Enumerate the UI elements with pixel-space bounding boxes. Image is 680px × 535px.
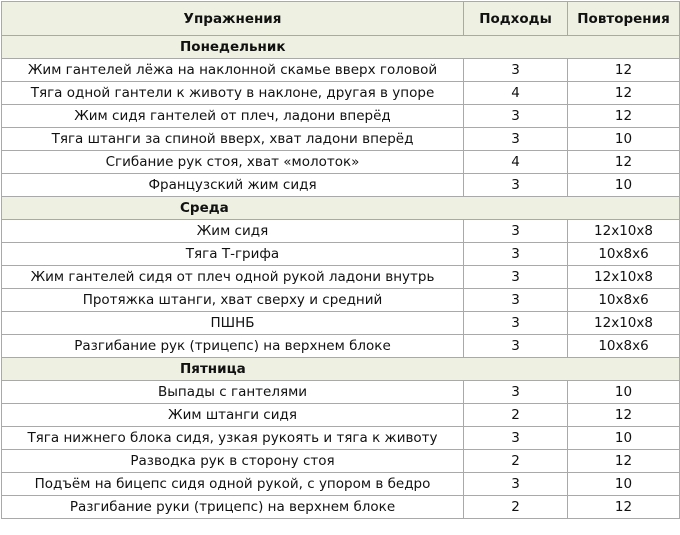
- header-exercises: Упражнения: [2, 2, 464, 36]
- reps-cell: 12: [568, 105, 680, 128]
- sets-cell: 3: [464, 128, 568, 151]
- sets-cell: 3: [464, 220, 568, 243]
- day-row: [2, 36, 680, 59]
- table-row: [2, 82, 680, 105]
- workout-table: [1, 1, 680, 519]
- day-label: Среда: [2, 197, 680, 220]
- table-row: [2, 59, 680, 82]
- table-row: [2, 128, 680, 151]
- table-row: [2, 450, 680, 473]
- sets-cell: 4: [464, 82, 568, 105]
- exercise-cell: Разводка рук в сторону стоя: [2, 450, 464, 473]
- sets-cell: 3: [464, 243, 568, 266]
- reps-cell: 12: [568, 404, 680, 427]
- table-row: [2, 105, 680, 128]
- table-row: [2, 335, 680, 358]
- exercise-cell: Разгибание рук (трицепс) на верхнем блоке: [2, 335, 464, 358]
- table-row: [2, 266, 680, 289]
- reps-cell: 12: [568, 496, 680, 519]
- sets-cell: 3: [464, 174, 568, 197]
- exercise-cell: Протяжка штанги, хват сверху и средний: [2, 289, 464, 312]
- exercise-cell: Жим сидя: [2, 220, 464, 243]
- day-label: Пятница: [2, 358, 680, 381]
- reps-cell: 12x10x8: [568, 312, 680, 335]
- sets-cell: 2: [464, 450, 568, 473]
- table-row: [2, 243, 680, 266]
- exercise-cell: Сгибание рук стоя, хват «молоток»: [2, 151, 464, 174]
- reps-cell: 10x8x6: [568, 335, 680, 358]
- table-row: [2, 496, 680, 519]
- table-row: [2, 174, 680, 197]
- exercise-cell: Выпады с гантелями: [2, 381, 464, 404]
- reps-cell: 10x8x6: [568, 289, 680, 312]
- exercise-cell: ПШНБ: [2, 312, 464, 335]
- day-label: Понедельник: [2, 36, 680, 59]
- sets-cell: 3: [464, 427, 568, 450]
- reps-cell: 10: [568, 427, 680, 450]
- exercise-cell: Тяга штанги за спиной вверх, хват ладони вперёд: [2, 128, 464, 151]
- sets-cell: 3: [464, 381, 568, 404]
- reps-cell: 12x10x8: [568, 266, 680, 289]
- sets-cell: 2: [464, 404, 568, 427]
- exercise-cell: Жим штанги сидя: [2, 404, 464, 427]
- exercise-cell: Подъём на бицепс сидя одной рукой, с упором в бедро: [2, 473, 464, 496]
- day-row: [2, 197, 680, 220]
- exercise-cell: Жим гантелей сидя от плеч одной рукой ладони внутрь: [2, 266, 464, 289]
- reps-cell: 12: [568, 450, 680, 473]
- reps-cell: 12: [568, 82, 680, 105]
- sets-cell: 3: [464, 335, 568, 358]
- exercise-cell: Тяга одной гантели к животу в наклоне, другая в упоре: [2, 82, 464, 105]
- table-row: [2, 427, 680, 450]
- header-sets: Подходы: [464, 2, 568, 36]
- header-row: [2, 2, 680, 36]
- sets-cell: 2: [464, 496, 568, 519]
- sets-cell: 3: [464, 289, 568, 312]
- table-row: [2, 220, 680, 243]
- reps-cell: 10: [568, 174, 680, 197]
- sets-cell: 3: [464, 312, 568, 335]
- exercise-cell: Жим сидя гантелей от плеч, ладони вперёд: [2, 105, 464, 128]
- exercise-cell: Французский жим сидя: [2, 174, 464, 197]
- reps-cell: 10: [568, 473, 680, 496]
- header-reps: Повторения: [568, 2, 680, 36]
- day-row: [2, 358, 680, 381]
- sets-cell: 3: [464, 59, 568, 82]
- reps-cell: 10: [568, 128, 680, 151]
- table-row: [2, 404, 680, 427]
- reps-cell: 12: [568, 59, 680, 82]
- exercise-cell: Разгибание руки (трицепс) на верхнем блоке: [2, 496, 464, 519]
- exercise-cell: Жим гантелей лёжа на наклонной скамье вверх головой: [2, 59, 464, 82]
- exercise-cell: Тяга нижнего блока сидя, узкая рукоять и тяга к животу: [2, 427, 464, 450]
- table-row: [2, 381, 680, 404]
- reps-cell: 12x10x8: [568, 220, 680, 243]
- reps-cell: 10x8x6: [568, 243, 680, 266]
- table-row: [2, 312, 680, 335]
- exercise-cell: Тяга Т-грифа: [2, 243, 464, 266]
- table-row: [2, 289, 680, 312]
- table-row: [2, 151, 680, 174]
- sets-cell: 3: [464, 105, 568, 128]
- reps-cell: 10: [568, 381, 680, 404]
- sets-cell: 3: [464, 473, 568, 496]
- table-row: [2, 473, 680, 496]
- sets-cell: 3: [464, 266, 568, 289]
- reps-cell: 12: [568, 151, 680, 174]
- sets-cell: 4: [464, 151, 568, 174]
